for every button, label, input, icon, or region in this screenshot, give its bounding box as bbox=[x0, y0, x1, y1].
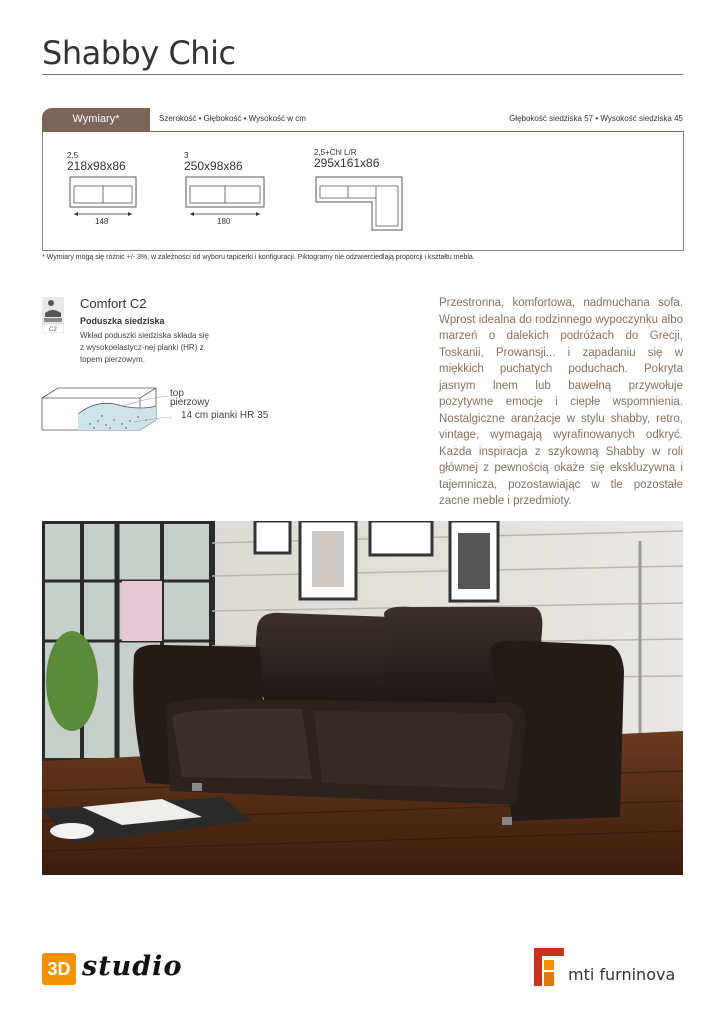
dimension-code: 2,5+Chl L/R bbox=[314, 148, 357, 157]
furninova-logo-text: mti furninova bbox=[568, 965, 676, 984]
label-top-feather bbox=[170, 389, 209, 407]
label-foam: 14 cm pianki HR 35 bbox=[181, 410, 269, 421]
dimension-item-2-5 bbox=[67, 151, 126, 173]
comfort-code-label: C2 bbox=[49, 327, 57, 333]
dimensions-tab: Wymiary* bbox=[42, 108, 150, 131]
dimension-item-3 bbox=[184, 151, 243, 173]
dimensions-footnote: * Wymiary mogą się różnić +/- 3%, w zależności od wyboru tapicerki i konfiguracji. Piktogramy nie odzwierciedlają proporcji i kształtu mebla. bbox=[42, 254, 475, 261]
dimension-size: 250x98x86 bbox=[184, 159, 243, 173]
logo-3d-box: 3D bbox=[42, 953, 76, 985]
sofa-pictogram-2-5 bbox=[69, 176, 141, 221]
title-divider bbox=[42, 74, 683, 75]
dimension-size: 295x161x86 bbox=[314, 156, 380, 170]
dimension-item-chl bbox=[314, 148, 379, 170]
sofa-photo bbox=[42, 521, 683, 875]
comfort-c2-icon bbox=[42, 297, 64, 333]
sofa-pictogram-corner bbox=[315, 176, 407, 232]
page-title: Shabby Chic bbox=[42, 34, 236, 72]
furninova-logo-icon bbox=[532, 948, 566, 986]
seat-width-180: 180 bbox=[217, 217, 231, 226]
dimension-code: 3 bbox=[184, 151, 189, 160]
logo-studio-text: studio bbox=[82, 951, 183, 982]
studio-logo bbox=[42, 951, 183, 985]
dimension-size: 218x98x86 bbox=[67, 159, 126, 173]
seat-width-148: 148 bbox=[95, 217, 109, 226]
label-top-line2: pierzowy bbox=[170, 397, 210, 408]
cushion-description: Wkład poduszki siedziska składa się z wysokoelastycz-nej pianki (HR) z topem pierzowym. bbox=[80, 331, 209, 364]
product-description: Przestronna, komfortowa, nadmuchana sofa. Wprost idealna do rodzinnego wypoczynku albo marzeń o dalekich podróżach do Grecji, Toskanii, Prowansji... i zapadaniu się w miękkich puchatych poduchach. Pokryta jasnym lnem lub bawełną przywołuje pozytywne emocje i ciepłe wspomnienia. Nostalgiczne aranżacje w stylu shabby, retro, vintage, wymagają wyrafinowanych odkryć. Każda inspiracja z szykowną Shabby w roli głównej z pewnością okaże się ekskluzywna i tajemnicza, pozostawiając w tle pozostałe zacne meble i przedmioty. bbox=[439, 297, 683, 507]
cushion-heading: Poduszka siedziska bbox=[80, 316, 165, 326]
sofa-pictogram-3 bbox=[185, 176, 267, 221]
dimensions-units-label: Szerokość • Głębokość • Wysokość w cm bbox=[159, 114, 306, 123]
label-top-line1: top bbox=[170, 388, 184, 399]
comfort-title: Comfort C2 bbox=[80, 296, 147, 311]
dimension-code: 2,5 bbox=[67, 151, 79, 160]
seat-info: Głębokość siedziska 57 • Wysokość siedziska 45 bbox=[509, 114, 683, 123]
dimensions-box bbox=[42, 131, 684, 251]
cushion-diagram bbox=[38, 384, 173, 444]
